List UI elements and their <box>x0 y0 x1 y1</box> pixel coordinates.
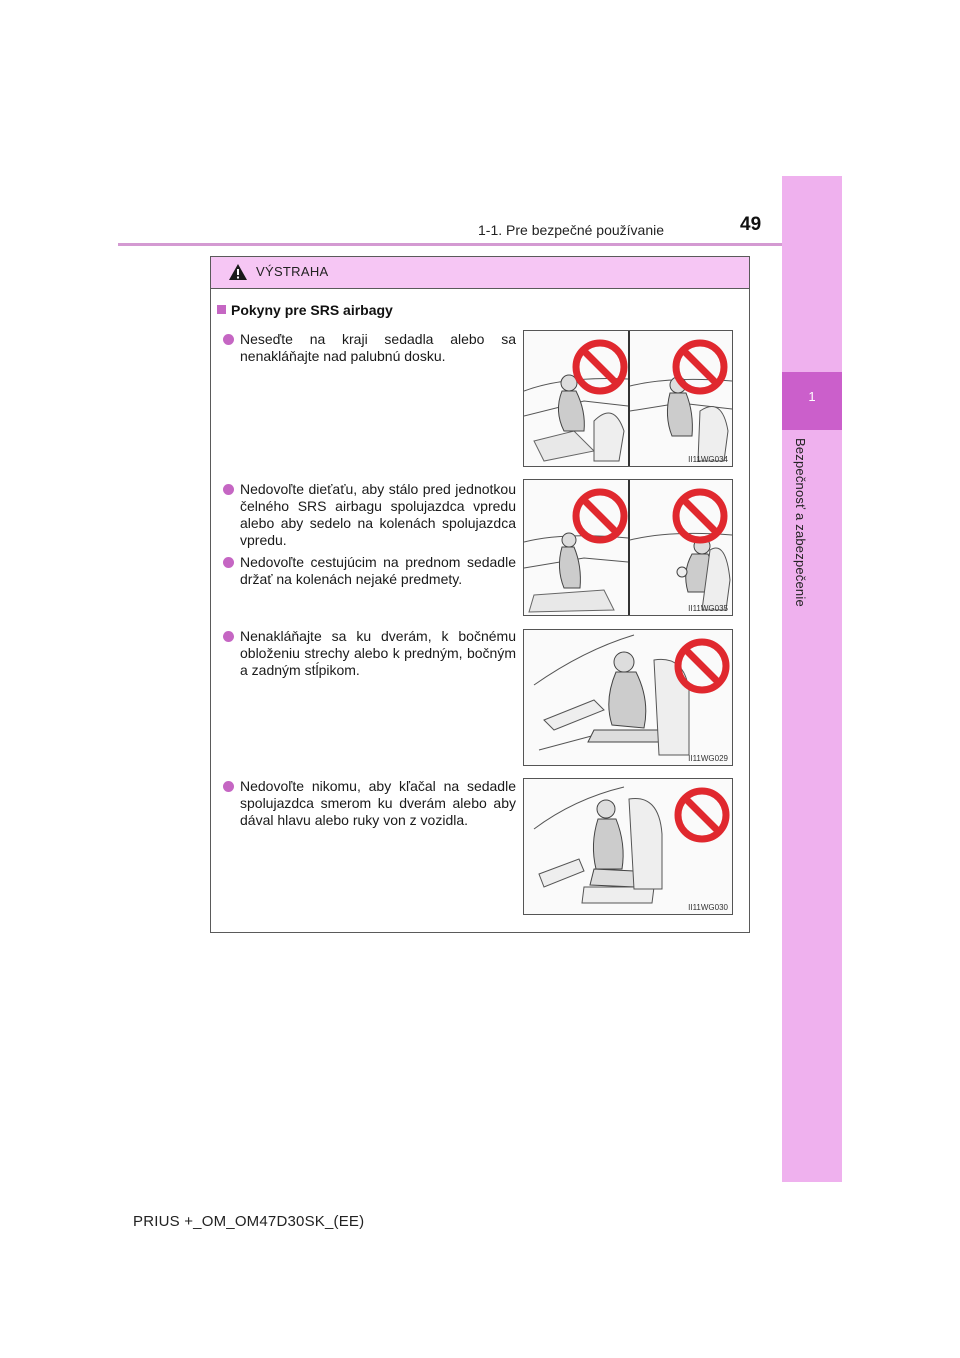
footer-doc-code: PRIUS +_OM_OM47D30SK_(EE) <box>133 1213 365 1230</box>
square-bullet-icon <box>217 305 226 314</box>
illustration-code: II11WG029 <box>688 754 728 763</box>
header-rule <box>118 243 782 246</box>
list-item: Nedovoľte nikomu, aby kľačal na sedadle spolujazdca smerom ku dverám alebo aby dával hlavu alebo ruky von z vozidla. <box>223 778 516 829</box>
prohibition-icon <box>672 339 728 395</box>
illustration-child-front-seat <box>523 479 733 616</box>
list-item: Neseďte na kraji sedadla alebo sa nenakláňajte nad palubnú dosku. <box>223 331 516 365</box>
bullet-icon <box>223 631 234 642</box>
prohibition-icon <box>572 488 628 544</box>
list-item: Nedovoľte dieťaťu, aby stálo pred jednotkou čelného SRS airbagu spolujazdca vpredu alebo aby sedelo na kolenách spolujazdca vpredu. <box>223 481 516 549</box>
chapter-title: Bezpečnosť a zabezpečenie <box>793 438 808 607</box>
bullet-icon <box>223 557 234 568</box>
chapter-side-tab <box>782 176 842 1182</box>
illustration-code: II11WG030 <box>688 903 728 912</box>
list-item: Nenakláňajte sa ku dverám, k bočnému obloženiu strechy alebo k predným, bočným a zadným stĺpikom. <box>223 628 516 679</box>
illustration-leaning-dashboard <box>523 330 733 467</box>
page-number: 49 <box>740 214 762 235</box>
section-title: Pokyny pre SRS airbagy <box>217 302 393 318</box>
bullet-icon <box>223 334 234 345</box>
prohibition-icon <box>674 787 730 843</box>
warning-triangle-icon <box>228 263 248 281</box>
warning-header <box>211 257 749 289</box>
bullet-icon <box>223 781 234 792</box>
illustration-leaning-door <box>523 629 733 766</box>
prohibition-icon <box>674 638 730 694</box>
illustration-code: II11WG034 <box>688 455 728 464</box>
bullet-icon <box>223 484 234 495</box>
chapter-number: 1 <box>808 389 816 404</box>
prohibition-icon <box>672 488 728 544</box>
warning-box <box>210 256 750 933</box>
warning-title: VÝSTRAHA <box>256 264 329 279</box>
illustration-code: II11WG035 <box>688 604 728 613</box>
illustration-kneeling-seat <box>523 778 733 915</box>
prohibition-icon <box>572 339 628 395</box>
list-item: Nedovoľte cestujúcim na prednom sedadle držať na kolenách nejaké predmety. <box>223 554 516 588</box>
section-heading: 1-1. Pre bezpečné používanie <box>478 222 665 238</box>
